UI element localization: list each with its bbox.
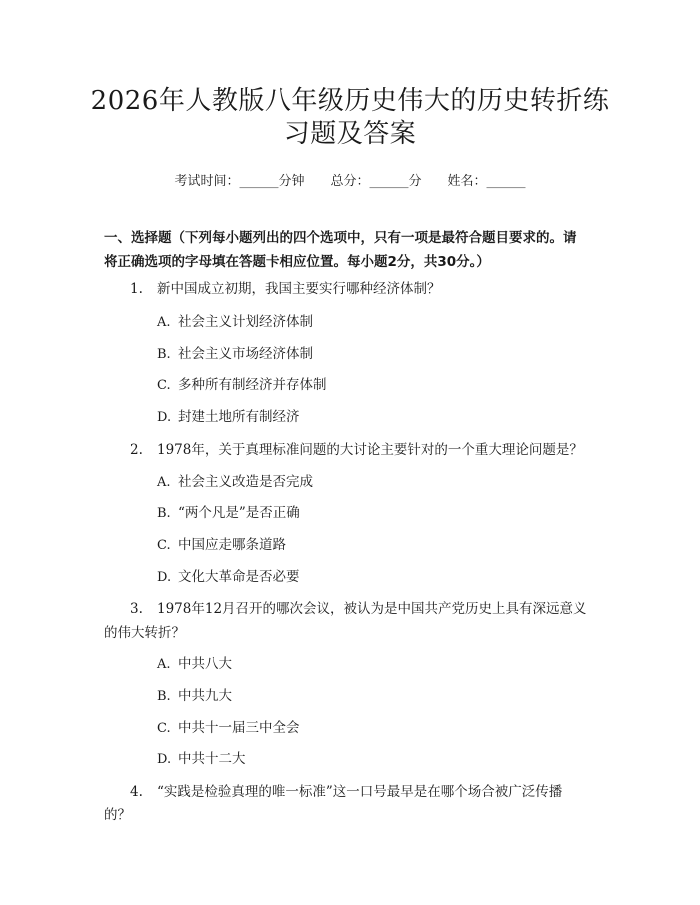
question-3-text-line2: 的伟大转折？: [104, 625, 185, 641]
question-3-number: 3.: [130, 601, 143, 617]
question-2-option-b-letter: B.: [157, 506, 171, 521]
name-label: 姓名：: [447, 174, 487, 189]
score-blank: ______: [369, 174, 409, 189]
question-2-option-d-letter: D.: [157, 570, 172, 585]
question-2-option-d: 文化大革命是否必要: [178, 569, 300, 585]
question-2-option-c: 中国应走哪条道路: [178, 537, 286, 553]
question-3-option-b-letter: B.: [157, 689, 171, 704]
question-4-text-line2: 的？: [104, 807, 131, 823]
question-1-number: 1.: [130, 281, 143, 297]
question-3-option-c: 中共十一届三中全会: [178, 720, 300, 736]
question-2-text: 1978年，关于真理标准问题的大讨论主要针对的一个重大理论问题是？: [157, 442, 583, 458]
question-1-option-c-letter: C.: [157, 378, 171, 393]
time-label: 考试时间：: [174, 174, 240, 189]
name-blank: ______: [486, 174, 526, 189]
time-unit: 分钟: [278, 174, 305, 189]
question-3-text-line1: 1978年12月召开的哪次会议，被认为是中国共产党历史上具有深远意义: [157, 601, 587, 617]
question-1-option-b-letter: B.: [157, 347, 171, 362]
question-2-option-a: 社会主义改造是否完成: [178, 474, 313, 490]
score-unit: 分: [408, 174, 422, 189]
question-1-text: 新中国成立初期，我国主要实行哪种经济体制？: [157, 281, 441, 297]
question-1-option-b: 社会主义市场经济体制: [178, 346, 313, 362]
section-heading-line2: 将正确选项的字母填在答题卡相应位置。每小题2分，共30分。）: [104, 254, 490, 270]
question-2-number: 2.: [130, 442, 143, 458]
question-2-option-b: “两个凡是”是否正确: [178, 505, 300, 521]
question-3-option-d-letter: D.: [157, 752, 172, 767]
exam-meta: [0, 170, 700, 189]
question-3-option-c-letter: C.: [157, 721, 171, 736]
question-2-option-c-letter: C.: [157, 538, 171, 553]
question-3-option-b: 中共九大: [178, 688, 232, 704]
exam-title-line1: 2026年人教版八年级历史伟大的历史转折练: [90, 86, 610, 116]
score-label: 总分：: [330, 174, 370, 189]
question-3-option-d: 中共十二大: [178, 751, 246, 767]
question-3-option-a: 中共八大: [178, 656, 232, 672]
time-blank: ______: [239, 174, 279, 189]
question-1-option-a-letter: A.: [157, 315, 171, 330]
question-3-option-a-letter: A.: [157, 657, 171, 672]
question-4-text-line1: “实践是检验真理的唯一标准”这一口号最早是在哪个场合被广泛传播: [157, 784, 563, 800]
question-1-option-c: 多种所有制经济并存体制: [178, 377, 327, 393]
question-2-option-a-letter: A.: [157, 475, 171, 490]
section-heading-line1: 一、选择题（下列每小题列出的四个选项中，只有一项是最符合题目要求的。请: [104, 230, 577, 246]
question-1-option-d: 封建土地所有制经济: [178, 409, 300, 425]
question-1-option-d-letter: D.: [157, 410, 172, 425]
exam-title-line2: 习题及答案: [283, 119, 417, 149]
question-4-number: 4.: [130, 784, 143, 800]
question-1-option-a: 社会主义计划经济体制: [178, 314, 313, 330]
